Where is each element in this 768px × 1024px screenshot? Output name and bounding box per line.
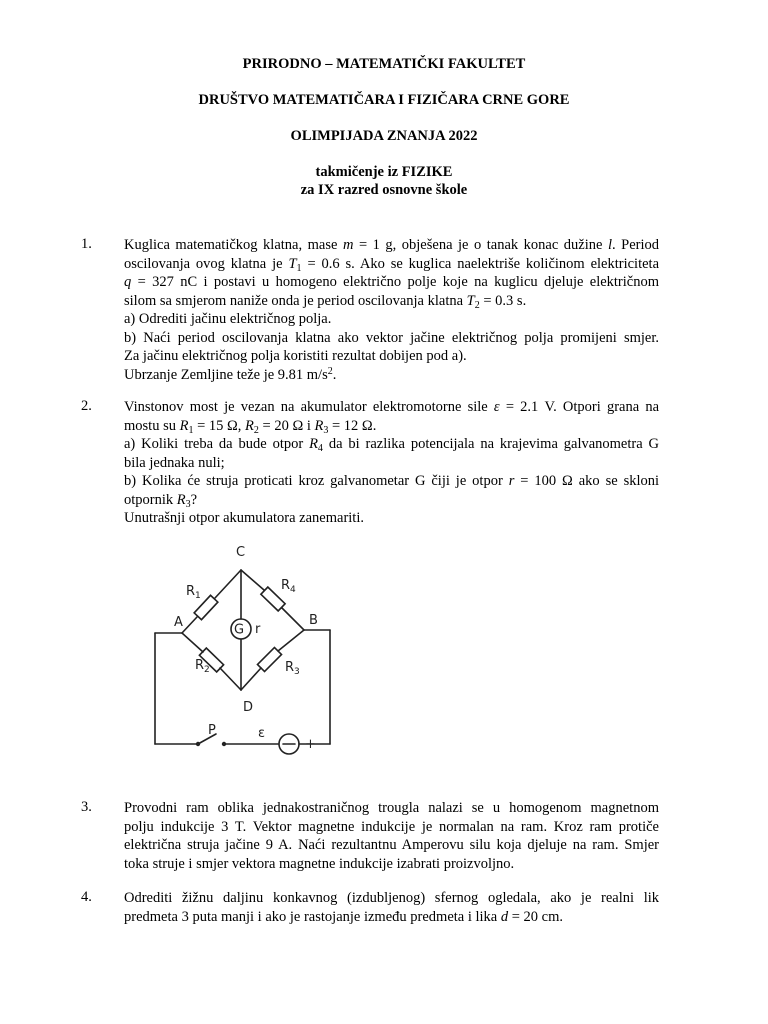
wire-c-r4 bbox=[241, 570, 264, 590]
r3-label: $R_3$ bbox=[285, 660, 300, 677]
wire-r3-b bbox=[278, 630, 304, 651]
problem-3-text: Provodni ram oblika jednakostraničnog trougla nalazi se u homogenom magnetnom polju indukcije 3 T. Vektor magnetne indukcije je normalan na ram. Kroz ram protiče električna struja jačine 9 A. Naći rezultantnu Amperovu silu koja djeluje na ram. Smjer toka struje i smjer vektora magnetne indukcije izabrati proizvoljno. bbox=[124, 800, 659, 872]
problem-4-text: Odrediti žižnu daljinu konkavnog (izdubljenog) sfernog ogledala, ako je realni lik predmeta 3 puta manji i ako je rastojanje između predmeta i lika d = 20 cm. bbox=[124, 890, 659, 925]
galvanometer-resistance-label: r bbox=[255, 622, 261, 637]
resistor-r3 bbox=[257, 647, 281, 671]
node-c-label: C bbox=[236, 545, 246, 560]
problem-1-text: Kuglica matematičkog klatna, mase m = 1 g, obješena je o tanak konac dužine l. Period oscilovanja ovog klatna je $T_1 = 0.6$ s. Ako se kuglica naelektriše količinom elektriciteta q = 327 nC i postavi u homogeno električno polje koje na kuglicu djeluje električnom silom sa smjerom naniže onda je period oscilovanja klatna $T_2 = 0.3$ s. a) Odrediti jačinu električnog polja. b) Naći period oscilovanja klatna ako vektor jačine električnog polja promijeni smjer. Za jačinu električnog polja koristiti rezultat dobijen pod a). Ubrzanje Zemljine teže je 9.81 $m/s^2$. bbox=[124, 237, 660, 383]
grade-level: za IX razred osnovne škole bbox=[300, 182, 468, 198]
node-b-label: B bbox=[309, 613, 318, 628]
problem-4-number: 4. bbox=[81, 889, 92, 905]
problem-3-number: 3. bbox=[81, 799, 92, 815]
wire-r4-b bbox=[282, 608, 304, 630]
galvanometer-label: G bbox=[234, 622, 245, 638]
wire-r2-d bbox=[220, 668, 241, 690]
switch-contact-left bbox=[196, 742, 200, 746]
r4-label: $R_4$ bbox=[281, 578, 296, 595]
problem-2-number: 2. bbox=[81, 398, 92, 414]
wire-d-r3 bbox=[241, 668, 261, 690]
wheatstone-bridge-diagram bbox=[124, 538, 340, 764]
wire-a-r1 bbox=[182, 617, 197, 633]
switch-contact-right bbox=[222, 742, 226, 746]
r1-label: $R_1$ bbox=[186, 584, 201, 601]
problem-1-number: 1. bbox=[81, 236, 92, 252]
node-d-label: D bbox=[243, 700, 254, 715]
competition-subject: takmičenje iz FIZIKE bbox=[315, 164, 453, 180]
r2-label: $R_2$ bbox=[195, 658, 210, 675]
switch-label: P bbox=[208, 723, 216, 738]
wire-a-r2 bbox=[182, 633, 203, 652]
emf-plus-sign: + bbox=[305, 737, 316, 752]
emf-label: ε bbox=[258, 726, 266, 741]
olympiad-title: OLIMPIJADA ZNANJA 2022 bbox=[290, 128, 478, 144]
node-a-label: A bbox=[174, 615, 183, 630]
faculty-title: PRIRODNO – MATEMATIČKI FAKULTET bbox=[242, 56, 526, 72]
society-title: DRUŠTVO MATEMATIČARA I FIZIČARA CRNE GORE bbox=[198, 92, 570, 108]
problem-2-text: Vinstonov most je vezan na akumulator elektromotorne sile ε = 2.1 V. Otpori grana na mostu su $R_1 = 15$ Ω, $R_2 = 20$ Ω i $R_3 = 12$ Ω. a) Koliki treba da bude otpor $R_4$ da bi razlika potencijala na krajevima galvanometra G bila jednaka nuli; b) Kolika će struja proticati kroz galvanometar G čiji je otpor r = 100 Ω ako se skloni otpornik $R_3$? Unutrašnji otpor akumulatora zanemariti. bbox=[124, 399, 660, 526]
wire-r1-c bbox=[215, 570, 241, 598]
